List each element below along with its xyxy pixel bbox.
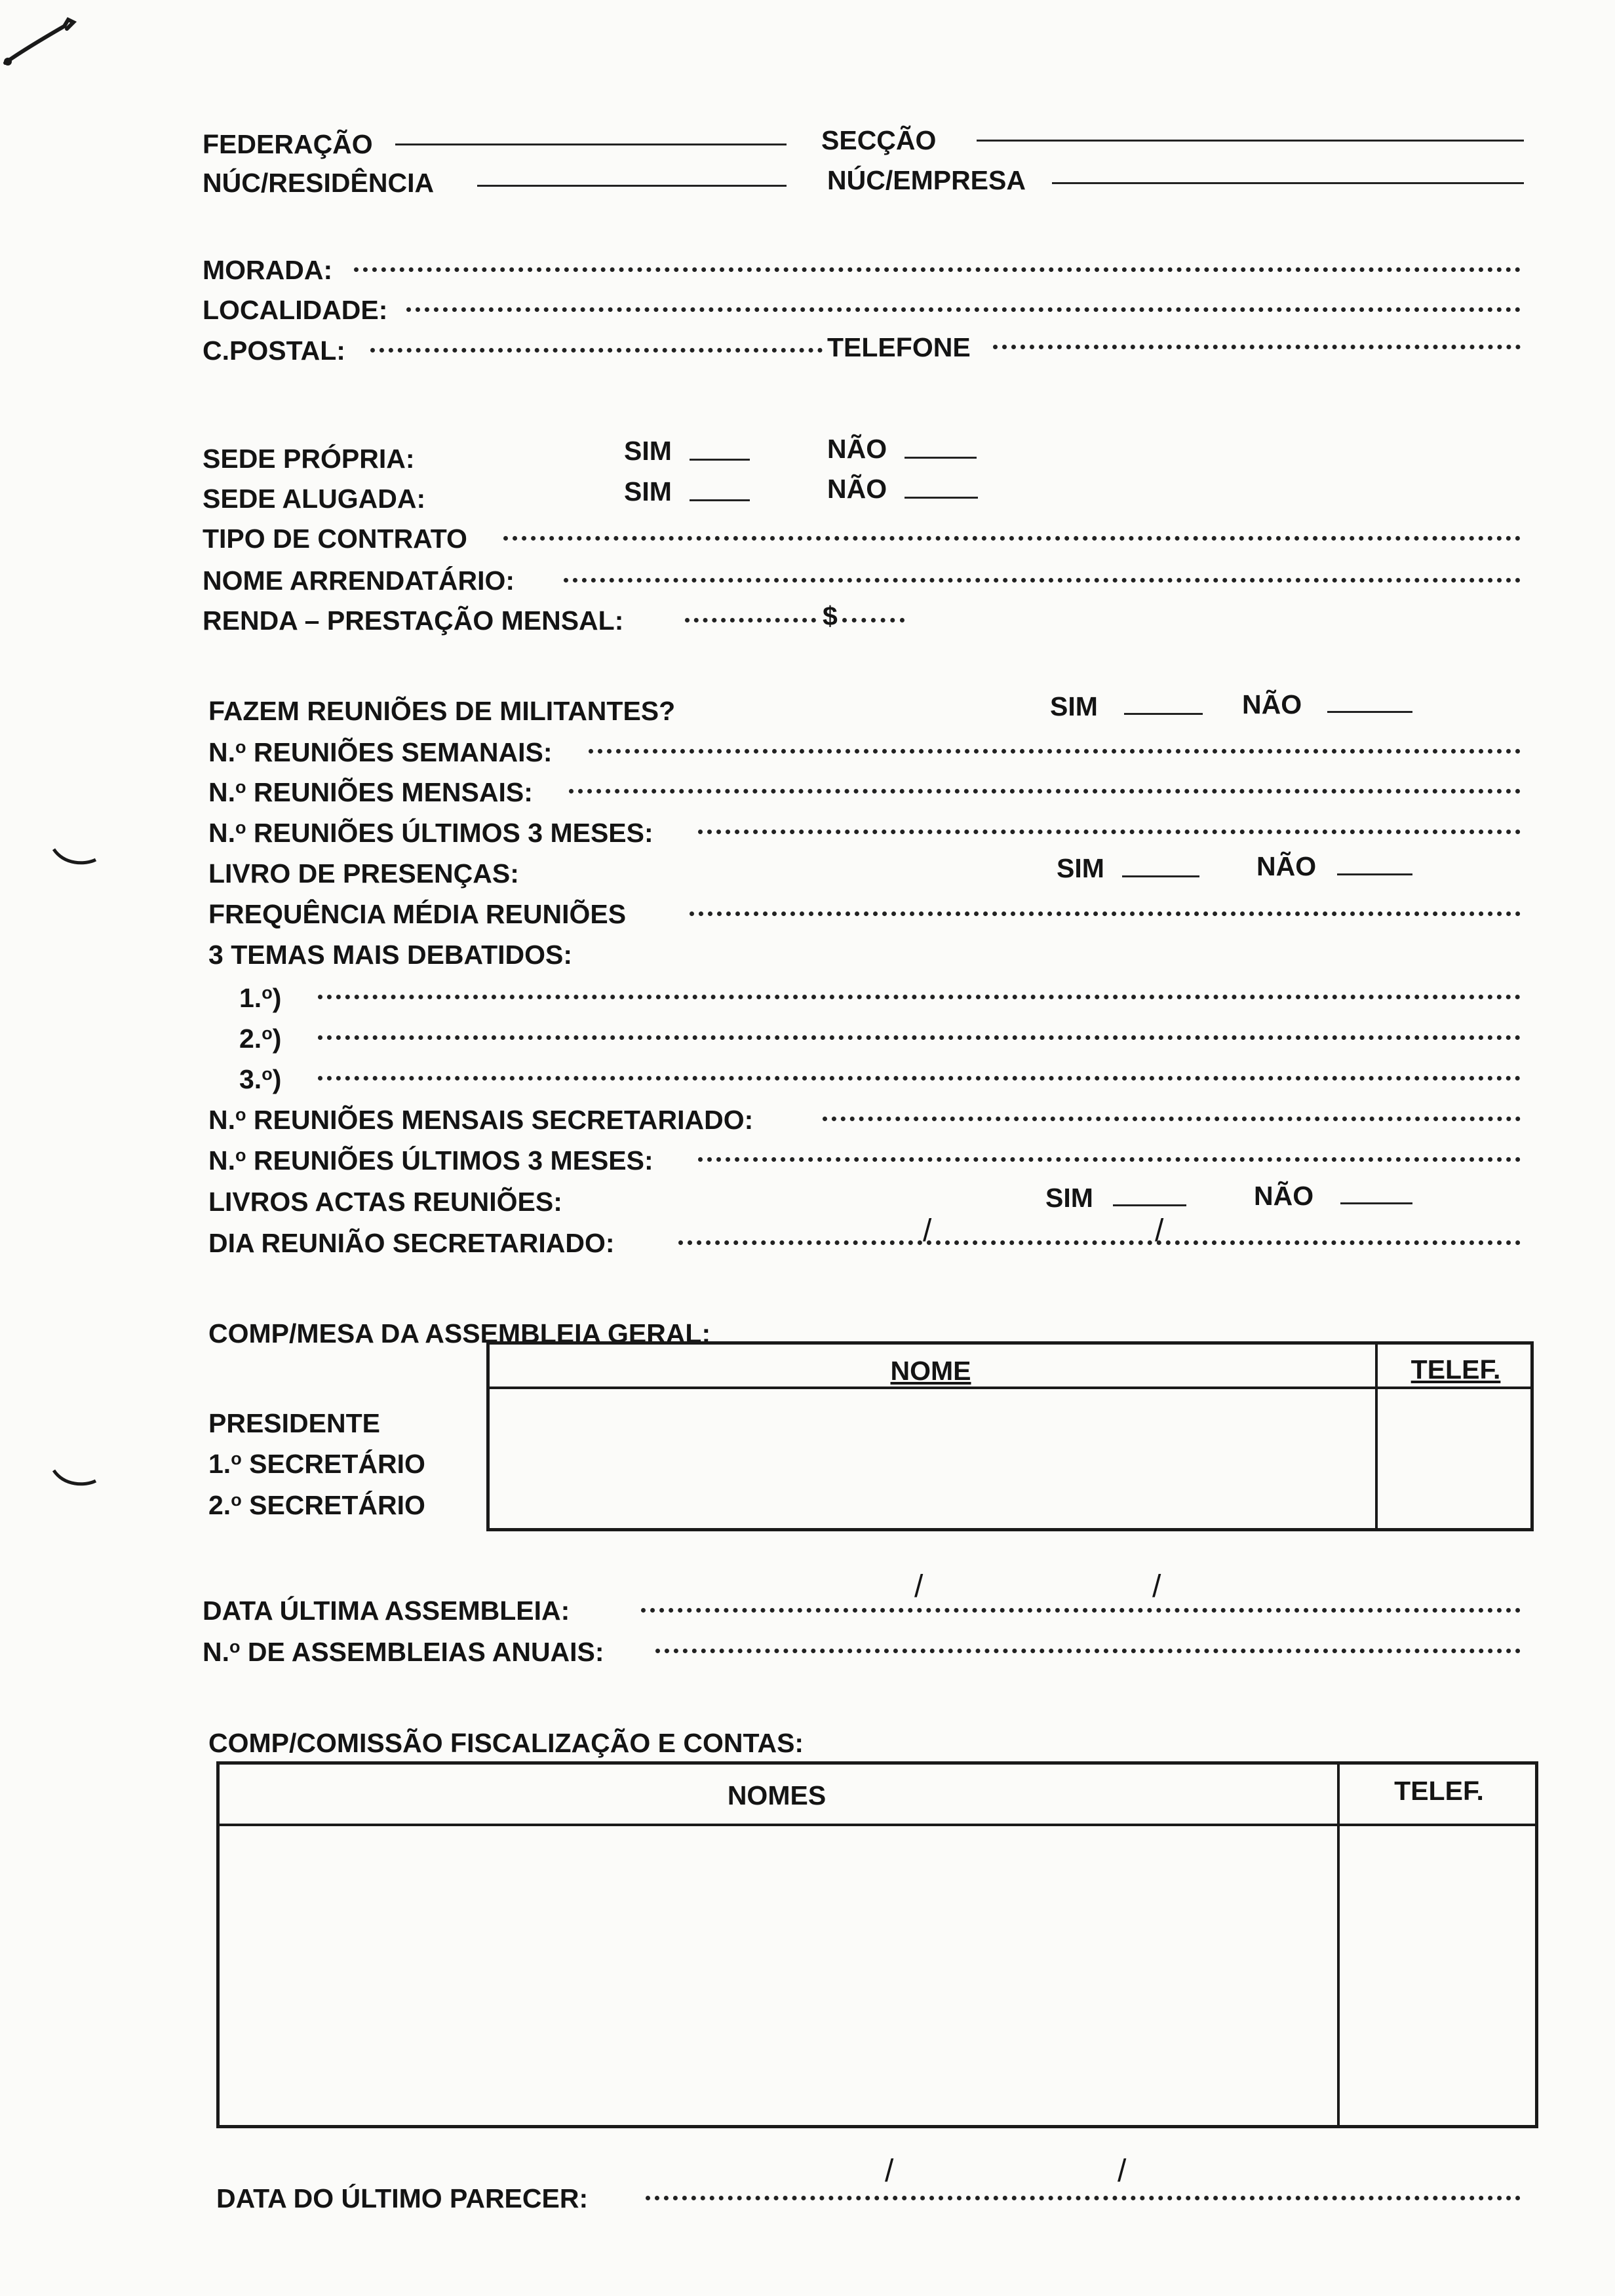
tema-2-field[interactable] xyxy=(318,1035,1521,1040)
federacao-field[interactable] xyxy=(395,144,787,145)
sede-alugada-nao-field[interactable] xyxy=(905,497,978,499)
comissao-telef-cell[interactable] xyxy=(1344,1830,1534,2122)
dia-reuniao-slash-2: / xyxy=(1155,1214,1164,1248)
presidente-label: PRESIDENTE xyxy=(208,1408,380,1438)
morada-label: MORADA: xyxy=(203,255,333,285)
ultimo-parecer-field[interactable] xyxy=(646,2196,1521,2200)
federacao-label: FEDERAÇÃO xyxy=(203,129,373,159)
renda-currency: $ xyxy=(823,601,838,631)
comissao-col-nomes: NOMES xyxy=(727,1780,827,1810)
livros-actas-label: LIVROS ACTAS REUNIÕES: xyxy=(208,1187,562,1217)
livros-actas-nao-label: NÃO xyxy=(1254,1181,1314,1211)
reunioes-mensais-field[interactable] xyxy=(569,789,1521,794)
reunioes-mensais-label: N.$^o$ REUNIÕES MENSAIS: xyxy=(208,777,533,807)
sede-propria-sim-label: SIM xyxy=(624,436,672,466)
assembleias-anuais-label: N.$^o$ DE ASSEMBLEIAS ANUAIS: xyxy=(203,1637,604,1667)
reunioes-ultimos-field[interactable] xyxy=(698,830,1521,834)
secretario-2-label: 2.$^o$ SECRETÁRIO xyxy=(208,1490,425,1520)
secretario-1-label: 1.$^o$ SECRETÁRIO xyxy=(208,1449,425,1479)
livros-actas-sim-label: SIM xyxy=(1045,1183,1093,1213)
tema-1-field[interactable] xyxy=(318,995,1521,999)
reunioes-mensais-secretariado-label: N.$^o$ REUNIÕES MENSAIS SECRETARIADO: xyxy=(208,1105,754,1135)
tema-3-label: 3.$^o$) xyxy=(239,1064,282,1094)
comissao-title: COMP/COMISSÃO FISCALIZAÇÃO E CONTAS: xyxy=(208,1728,804,1758)
livro-presencas-nao-field[interactable] xyxy=(1337,873,1412,875)
sede-alugada-label: SEDE ALUGADA: xyxy=(203,484,426,514)
frequencia-field[interactable] xyxy=(690,911,1521,916)
tipo-contrato-field[interactable] xyxy=(503,536,1521,541)
telefone-field[interactable] xyxy=(993,345,1521,349)
dia-reuniao-label: DIA REUNIÃO SECRETARIADO: xyxy=(208,1228,615,1258)
livros-actas-nao-field[interactable] xyxy=(1340,1202,1412,1204)
binder-hole-mark-1 xyxy=(51,845,98,869)
reunioes-semanais-label: N.$^o$ REUNIÕES SEMANAIS: xyxy=(208,737,553,767)
mesa-telef-cell[interactable] xyxy=(1382,1393,1528,1524)
mesa-nome-cell[interactable] xyxy=(493,1393,1371,1524)
data-ultima-assembleia-slash-2: / xyxy=(1152,1569,1161,1604)
comissao-nomes-cell[interactable] xyxy=(223,1830,1333,2122)
localidade-label: LOCALIDADE: xyxy=(203,295,388,325)
reunioes-ultimos-label: N.$^o$ REUNIÕES ÚLTIMOS 3 MESES: xyxy=(208,818,653,848)
nuc-residencia-label: NÚC/RESIDÊNCIA xyxy=(203,168,435,198)
mesa-col-nome: NOME xyxy=(890,1356,971,1386)
reunioes-ultimos-secretariado-field[interactable] xyxy=(698,1157,1521,1162)
ultimo-parecer-label: DATA DO ÚLTIMO PARECER: xyxy=(216,2183,589,2213)
cpostal-field[interactable] xyxy=(370,348,823,353)
nuc-empresa-label: NÚC/EMPRESA xyxy=(827,165,1026,195)
livro-presencas-nao-label: NÃO xyxy=(1256,851,1317,881)
tema-2-label: 2.$^o$) xyxy=(239,1024,282,1054)
arrendatario-label: NOME ARRENDATÁRIO: xyxy=(203,565,515,596)
sede-propria-nao-label: NÃO xyxy=(827,434,887,464)
renda-value-field[interactable] xyxy=(842,618,905,622)
comissao-table-column-rule xyxy=(1337,1761,1340,2128)
livros-actas-sim-field[interactable] xyxy=(1113,1204,1186,1206)
reunioes-semanais-field[interactable] xyxy=(589,749,1521,754)
livro-presencas-label: LIVRO DE PRESENÇAS: xyxy=(208,858,519,889)
dia-reuniao-field[interactable] xyxy=(678,1240,1521,1245)
livro-presencas-sim-label: SIM xyxy=(1057,853,1104,883)
nuc-empresa-field[interactable] xyxy=(1052,182,1524,184)
morada-field[interactable] xyxy=(354,267,1521,272)
sede-propria-sim-field[interactable] xyxy=(690,459,750,461)
nuc-residencia-field[interactable] xyxy=(477,185,787,187)
comissao-table-header-rule xyxy=(216,1824,1538,1826)
tipo-contrato-label: TIPO DE CONTRATO xyxy=(203,524,467,554)
fazem-reunioes-label: FAZEM REUNIÕES DE MILITANTES? xyxy=(208,696,676,726)
localidade-field[interactable] xyxy=(406,307,1521,312)
sede-propria-nao-field[interactable] xyxy=(905,457,977,459)
fazem-reunioes-nao-label: NÃO xyxy=(1242,689,1302,719)
binder-hole-mark-2 xyxy=(51,1466,98,1490)
cpostal-label: C.POSTAL: xyxy=(203,335,345,366)
sede-propria-label: SEDE PRÓPRIA: xyxy=(203,444,415,474)
reunioes-ultimos-secretariado-label: N.$^o$ REUNIÕES ÚLTIMOS 3 MESES: xyxy=(208,1145,653,1176)
frequencia-label: FREQUÊNCIA MÉDIA REUNIÕES xyxy=(208,899,627,929)
fazem-reunioes-sim-label: SIM xyxy=(1050,691,1098,721)
sede-alugada-sim-field[interactable] xyxy=(690,499,750,501)
arrendatario-field[interactable] xyxy=(564,578,1521,583)
telefone-label: TELEFONE xyxy=(827,332,971,362)
livro-presencas-sim-field[interactable] xyxy=(1122,875,1199,877)
ultimo-parecer-slash-2: / xyxy=(1118,2154,1127,2189)
renda-label: RENDA – PRESTAÇÃO MENSAL: xyxy=(203,605,624,636)
scan-mark-top-left xyxy=(0,0,92,72)
fazem-reunioes-sim-field[interactable] xyxy=(1124,713,1203,715)
assembleias-anuais-field[interactable] xyxy=(655,1649,1521,1653)
data-ultima-assembleia-field[interactable] xyxy=(641,1608,1521,1613)
data-ultima-assembleia-slash-1: / xyxy=(914,1569,924,1604)
mesa-title: COMP/MESA DA ASSEMBLEIA GERAL: xyxy=(208,1318,711,1349)
seccao-field[interactable] xyxy=(977,140,1524,142)
tema-1-label: 1.$^o$) xyxy=(239,983,282,1013)
ultimo-parecer-slash-1: / xyxy=(885,2154,894,2189)
seccao-label: SECÇÃO xyxy=(821,125,937,155)
sede-alugada-sim-label: SIM xyxy=(624,476,672,507)
data-ultima-assembleia-label: DATA ÚLTIMA ASSEMBLEIA: xyxy=(203,1596,570,1626)
tema-3-field[interactable] xyxy=(318,1076,1521,1081)
mesa-col-telef: TELEF. xyxy=(1411,1354,1501,1385)
temas-label: 3 TEMAS MAIS DEBATIDOS: xyxy=(208,940,573,970)
comissao-col-telef: TELEF. xyxy=(1394,1776,1484,1806)
reunioes-mensais-secretariado-field[interactable] xyxy=(823,1117,1521,1121)
sede-alugada-nao-label: NÃO xyxy=(827,474,887,504)
renda-field[interactable] xyxy=(685,618,816,622)
fazem-reunioes-nao-field[interactable] xyxy=(1327,711,1412,713)
dia-reuniao-slash-1: / xyxy=(923,1214,932,1248)
